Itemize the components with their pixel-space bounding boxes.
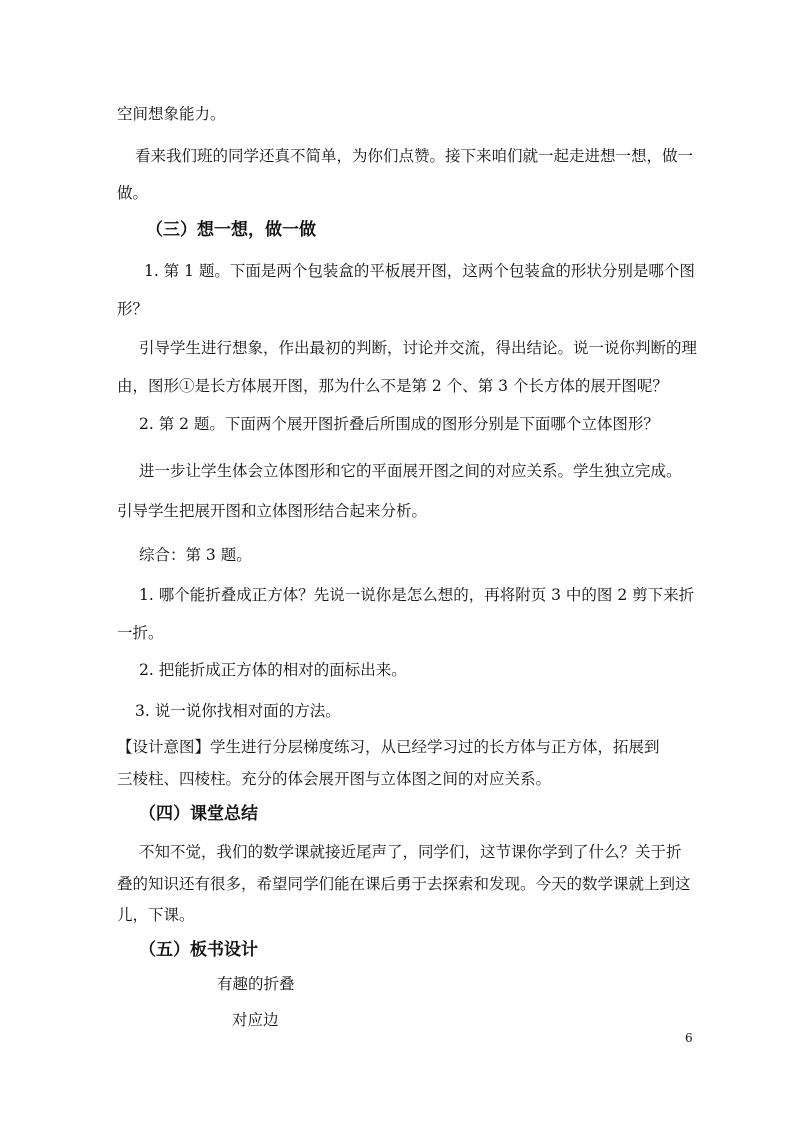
paragraph-line: 引导学生把展开图和立体图形结合起来分析。 bbox=[117, 502, 428, 520]
paragraph-line: 看来我们班的同学还真不简单，为你们点赞。接下来咱们就一起走进想一想，做一 bbox=[135, 147, 694, 165]
paragraph-line: 进一步让学生体会立体图形和它的平面展开图之间的对应关系。学生独立完成。 bbox=[139, 462, 682, 480]
paragraph-line: 3. 说一说你找相对面的方法。 bbox=[135, 702, 341, 720]
paragraph-line: 2. 第 2 题。下面两个展开图折叠后所围成的图形分别是下面哪个立体图形？ bbox=[139, 415, 659, 433]
page-number: 6 bbox=[685, 1031, 693, 1045]
paragraph-line: 做。 bbox=[117, 184, 149, 202]
paragraph-line: 一折。 bbox=[117, 624, 164, 642]
section-heading: （五）板书设计 bbox=[139, 940, 258, 960]
paragraph-line: 2. 把能折成正方体的相对的面标出来。 bbox=[139, 661, 407, 679]
paragraph-line: 三棱柱、四棱柱。充分的体会展开图与立体图之间的对应关系。 bbox=[117, 770, 552, 788]
paragraph-line: 空间想象能力。 bbox=[117, 105, 226, 123]
paragraph-line: 由，图形①是长方体展开图，那为什么不是第 2 个、第 3 个长方体的展开图呢？ bbox=[117, 377, 668, 395]
paragraph-line: 引导学生进行想象，作出最初的判断，讨论并交流，得出结论。说一说你判断的理 bbox=[139, 339, 698, 357]
paragraph-line: 1. 哪个能折叠成正方体？先说一说你是怎么想的，再将附页 3 中的图 2 剪下来折 bbox=[139, 586, 695, 604]
paragraph-line: 叠的知识还有很多，希望同学们能在课后勇于去探索和发现。今天的数学课就上到这 bbox=[117, 875, 691, 893]
section-heading: （三）想一想，做一做 bbox=[146, 220, 316, 240]
paragraph-line: 儿，下课。 bbox=[117, 906, 195, 924]
paragraph-line: 【设计意图】学生进行分层梯度练习，从已经学习过的长方体与正方体，拓展到 bbox=[117, 738, 660, 756]
board-design-line: 有趣的折叠 bbox=[217, 975, 295, 993]
section-heading: （四）课堂总结 bbox=[139, 804, 258, 824]
paragraph-line: 1. 第 1 题。下面是两个包装盒的平板展开图，这两个包装盒的形状分别是哪个图 bbox=[144, 262, 695, 280]
paragraph-line: 不知不觉，我们的数学课就接近尾声了，同学们，这节课你学到了什么？关于折 bbox=[139, 843, 682, 861]
paragraph-line: 综合：第 3 题。 bbox=[139, 546, 252, 564]
paragraph-line: 形？ bbox=[117, 300, 149, 318]
board-design-line: 对应边 bbox=[232, 1011, 279, 1029]
